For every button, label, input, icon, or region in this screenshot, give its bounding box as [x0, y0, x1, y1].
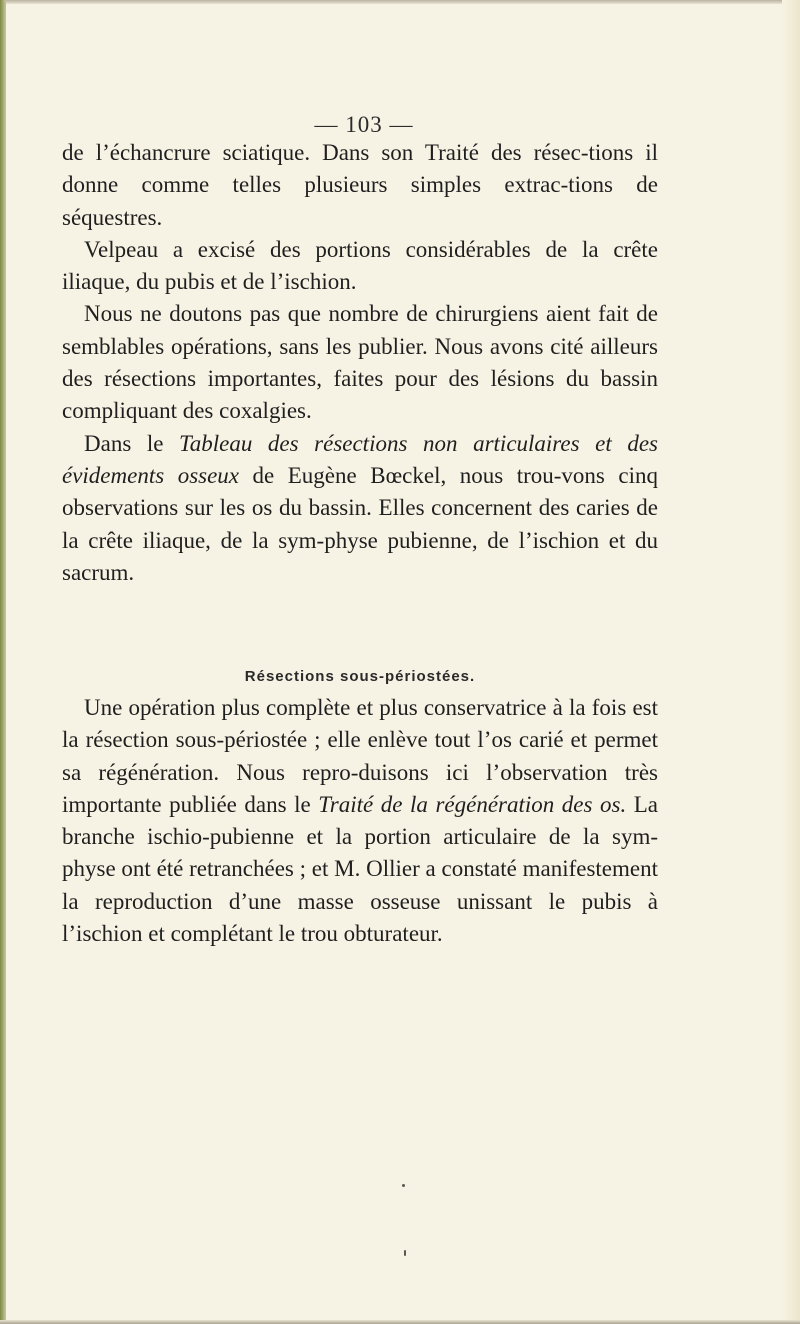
paragraph: de l’échancrure sciatique. Dans son Traité des résec-tions il donne comme telles plusieurs simples extrac-tions de séquestres.: [62, 140, 658, 230]
paragraph: Velpeau a excisé des portions considérables de la crête iliaque, du pubis et de l’ischion.: [62, 236, 658, 295]
paragraph: Une opération plus complète et plus conservatrice à la fois est la résection sous-périostée ; elle enlève tout l’os carié et permet sa régénération. Nous repro-duisons ici l’observation très importante publiée dans le Traité de la régénération des os. La branche ischio-pubienne et la portion articulaire de la sym-physe ont été retranchées ; et M. Ollier a constaté manifestement la reproduction d’une masse osseuse unissant le pubis à l’ischion et complétant le trou obturateur.: [62, 695, 659, 947]
page-left-edge: [0, 0, 6, 1324]
body-text-top: [62, 137, 658, 589]
page-right-edge: [782, 0, 800, 1324]
section-heading: Résections sous-périostées.: [244, 668, 476, 685]
page-bottom-edge: [0, 1320, 800, 1324]
paragraph: Dans le Tableau des résections non articulaires et des évidements osseux de Eugène Bœckel, nous trou-vons cinq observations sur les os du bassin. Elles concernent des caries de la crête iliaque, de la sym-physe pubienne, de l’ischion et du sacrum.: [62, 430, 658, 585]
page-number: — 103 —: [314, 112, 414, 137]
book-title: Tableau des résections non articulaires et des évidements osseux: [62, 430, 658, 488]
paragraph: Nous ne doutons pas que nombre de chirurgiens aient fait de semblables opérations, sans les publier. Nous avons cité ailleurs des résections importantes, faites pour des lésions du bassin compliquant des coxalgies.: [62, 301, 658, 424]
print-speck: [402, 1184, 405, 1187]
page-top-edge: [0, 0, 800, 4]
book-title: Traité de la régénération des os.: [318, 791, 627, 817]
body-text-bottom: [62, 692, 658, 950]
print-speck: [404, 1250, 406, 1256]
